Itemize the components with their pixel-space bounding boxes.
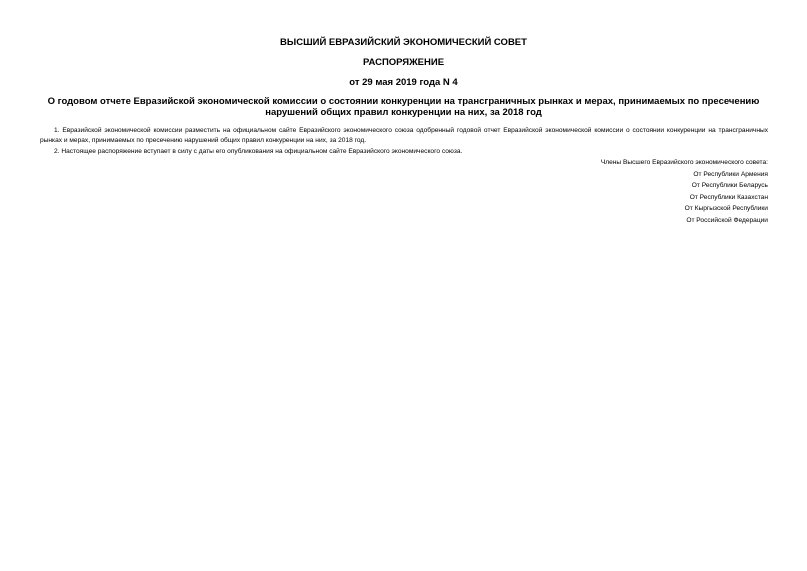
document-body (40, 126, 768, 157)
document-title: О годовом отчете Евразийской экономической комиссии о состоянии конкуренции на трансграничных рынках и мерах, принимаемых по пресечению нарушений общих правил конкуренции на них, за 2018 год (47, 96, 760, 118)
issuer-heading: ВЫСШИЙ ЕВРАЗИЙСКИЙ ЭКОНОМИЧЕСКИЙ СОВЕТ (280, 37, 527, 48)
document-date-number: от 29 мая 2019 года N 4 (349, 77, 458, 88)
signatures-block (468, 157, 768, 227)
signature-belarus: От Республики Беларусь (691, 182, 768, 190)
document-type: РАСПОРЯЖЕНИЕ (362, 57, 445, 68)
signature-kyrgyzstan: От Кыргызской Республики (684, 205, 768, 213)
signature-russia: От Российской Федерации (686, 216, 768, 224)
paragraph-2: 2. Настоящее распоряжение вступает в силу с даты его опубликования на официальном сайте Евразийского экономического союза. (54, 147, 463, 155)
paragraph-1: 1. Евразийской экономической комиссии разместить на официальном сайте Евразийского экономического союза одобренный годовой отчет Евразийской экономической комиссии о состоянии конкуренции на трансграничных рынках и мерах, принимаемых по пресечению нарушений общих правил конкуренции на них, за 2018 год. (40, 127, 768, 145)
signature-armenia: От Республики Армения (693, 170, 768, 178)
signature-kazakhstan: От Республики Казахстан (689, 193, 768, 201)
signatures-heading: Члены Высшего Евразийского экономического совета: (600, 159, 768, 166)
